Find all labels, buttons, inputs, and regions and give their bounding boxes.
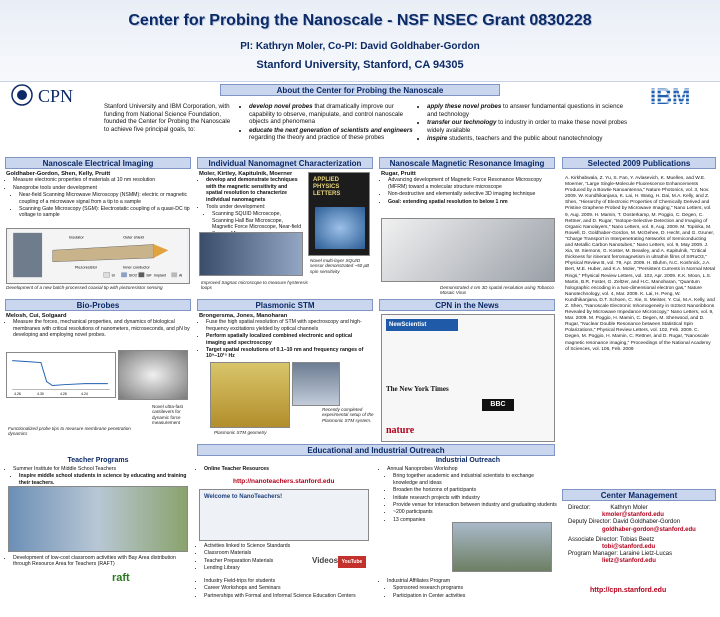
- mri-heading: Nanoscale Magnetic Resonance Imaging: [379, 157, 555, 169]
- list-item: • Sponsored research programs: [393, 585, 558, 591]
- magnetometry-people: Moler, Kirtley, Kapitulnik, Moerner: [199, 171, 293, 177]
- list-item: • Nanoprobe tools under development: [13, 185, 190, 191]
- nanoteachers-screenshot: [199, 489, 369, 541]
- axis-tick-label: 4.30: [37, 392, 44, 397]
- list-item: • Fuse the high spatial resolution of STM with spectroscopy and high-frequency excitations yielded by optical channels: [206, 319, 373, 332]
- list-item: • ~200 participants: [393, 509, 558, 515]
- list-item: • Scanning SQUID Microscope, Scanning Hall Bar Microscope, Magnetic Force Microscope, Near-field: [212, 211, 303, 237]
- list-item: • Measure electronic properties of materials at 10 nm resolution: [13, 177, 190, 183]
- teacher-heading: Teacher Programs: [67, 457, 129, 464]
- plasmonic-geometry-image: [210, 362, 290, 428]
- list-item: • Industry Field-trips for students: [204, 578, 375, 584]
- diagram-label: Insulator: [69, 235, 84, 240]
- pm-email[interactable]: lietz@stanford.edu: [602, 558, 656, 565]
- magnetometry-body: [199, 171, 303, 238]
- plasmonic-caption: Plasmonic STM geometry: [214, 430, 267, 435]
- news-outlet: NewScientist: [386, 319, 458, 331]
- raft-logo: raft: [112, 572, 130, 584]
- plasmonic-heading: Plasmonic STM: [197, 299, 373, 311]
- list-item: • Industrial Affiliates Program: [387, 578, 558, 584]
- publications-text: A. Kirkhabwala, Z. Yu, S. Fan, Y. Avlasevich, K. Muellen, and W.E. Moerner, "Large Single-Molecule Fluorescence Enhancements Produced by a Bowtie Nanoantenna," Nature Photonics, vol. 3, Nov. 2009. W. Kundhikanjana, K. Lai, H. Wang, H. Dai, M.A. Kelly, and Z. Shen, "Hierarchy of Electronic Properties of Chemically Derived and Pristine Graphene Probed by Microwave Imaging," Nano Letters, vol. 9, Aug. 2009. H. Mamin, T. Oosterkamp, M. Poggio, C. Degen, C. Rettner, and D. Rugar, "Isotope-Selective Detection and Imaging of Organic Nanolayers," Nano Letters, vol. 9, Aug. 2009. M. Topinka, M. Rowell, D. Goldhaber-Gordon, M. McGehee, D. Hecht, and G. Gruner, "Charge Transport in Interpenetrating Networks of Semiconducting and Metallic Carbon Nanotubes," Nano Letters, vol. 9, May 2009. J. Xia, W. Siemons, G. Koster, M. Beasley, and A. Kapitulnik, "Critical thickness for itinerant ferromagnetism in ultrathin films of SrRuO3," Physical Review B, vol. 79, Apr. 2009. H. Bluhm, N.C. Koshnick, J.A. Bert, M.E. Huber, and K.A. Moler, "Persistent Currents in Normal Metal Rings," Physical Review Letters, vol. 102, Apr. 2009. K.K. Moon, L.S. Martin, B.R. Foster, G. Zeltzer, and H.C. Manoharan, "Quantum holographic encoding in a two-dimensional electron gas," Nature Nanotechnology, vol. 4, Mar. 2009. K. Lai, H. Peng, W. Kundhikanjana, D.T. Schoen, C. Xie, S. Meister, Y. Cui, M.A. Kelly, and Z. Shen, "Nanoscale Electronic Inhomogeneity in In2Se3 Nanoribbons Revealed by Microwave Impedance Microscopy," Nano Letters, vol. 9, Mar. 2009. M. Poggio, H. Mamin, C. Degen, M. Sherwood, and D. Rugar, "Nuclear Double Resonance between Statistical Spin Polarizations," Physical Review Letters, vol. 102, Feb. 2009. C. Degen, M. Poggio, H. Mamin, C. Rettner, and D. Rugar, "Nanoscale magnetic resonance imaging," Proceedings of the National Academy of Sciences, vol. 106, Feb. 2009: [565, 176, 715, 352]
- about-intro: Stanford University and IBM Corporation, with funding from National Science Foundation, founded the Center for Probing the Nanoscale to achieve five principal goals, to:: [104, 103, 231, 133]
- online-list: [197, 543, 309, 573]
- list-item: • Annual Nanoprobes Workshop: [387, 466, 558, 472]
- principal-investigators: PI: Kathryn Moler, Co-PI: David Goldhaber-Gordon: [240, 41, 480, 52]
- list-item: • Inspire middle school students in science by educating and training their teachers.: [19, 473, 190, 486]
- mri-caption: Demonstrated 4 nm 3D spatial resolution using Tobacco Mosaic Virus: [440, 285, 554, 296]
- bio-people: Melosh, Cui, Solgaard: [6, 313, 67, 319]
- list-item: • 13 companies: [393, 517, 558, 523]
- list-item: • Provide venue for interaction between industry and graduating students: [393, 502, 558, 508]
- university-line: Stanford University, Stanford, CA 94305: [256, 59, 464, 71]
- about-heading: About the Center for Probing the Nanoscale: [220, 84, 500, 96]
- news-collage: [381, 314, 555, 442]
- workshop-photo: [452, 522, 552, 572]
- goal-item: • transfer our technology to industry in order to make these novel probes widely available: [427, 119, 632, 134]
- list-item: • Scanning Gate Microscopy (SGM): Electrostatic coupling of a quasi-DC tip voltage to sample: [19, 206, 190, 219]
- goal-item: • apply these novel probes to answer fundamental questions in science and technology: [427, 103, 632, 118]
- list-item: • Non-destructive and elementally selective 3D imaging technique: [388, 191, 553, 197]
- about-goals-mid: [242, 103, 414, 143]
- poster-header: [0, 0, 720, 82]
- associate-row: [568, 537, 718, 544]
- list-item: • Advancing development of Magnetic Force Resonance Microscopy (MFRM) toward a molecular structure microscope: [388, 177, 553, 190]
- list-item: • Participation in Center activities: [393, 593, 558, 599]
- teacher-body: [6, 466, 190, 487]
- director-name: Kathryn Moler: [610, 505, 648, 511]
- list-item: • Summer Institute for Middle School Teachers: [13, 466, 190, 472]
- plasmonic-setup-image: [292, 362, 340, 406]
- legend-label: SiF: [146, 273, 152, 278]
- deputy-row: [568, 519, 718, 526]
- sem-image: [13, 233, 42, 277]
- apl-journal-cover: [308, 172, 370, 256]
- teachers-photo: [8, 486, 188, 552]
- electrical-people: Goldhaber-Gordon, Shen, Kelly, Pruitt: [6, 171, 111, 177]
- plasmonic-people: Brongersma, Jones, Manoharan: [199, 313, 288, 319]
- director-email[interactable]: kmoler@stanford.edu: [602, 512, 664, 519]
- mri-body: [381, 171, 553, 206]
- associate-name: Tobias Beetz: [619, 536, 655, 543]
- journal-caption: Novel multi-layer SQUID sensor demonstrated ~50 μB spin sensitivity: [310, 258, 370, 274]
- online-list-2: [197, 578, 375, 600]
- list-item: • Perform spatially localized combined electronic and optical imaging and spectroscopy: [206, 333, 373, 346]
- bio-heading: Bio-Probes: [5, 299, 191, 311]
- journal-title: APPLIED PHYSICS LETTERS: [313, 177, 341, 197]
- list-item: • Classroom Materials: [204, 550, 309, 556]
- management-heading: Center Management: [562, 489, 716, 501]
- sagnac-image: [199, 232, 303, 276]
- list-item: • Target spatial resolutions of 0.1–10 nm and frequency ranges of 10⁹–10¹⁵ Hz: [206, 347, 373, 360]
- site-title: Welcome to NanoTeachers!: [204, 494, 283, 500]
- list-item: • Teacher Preparation Materials: [204, 558, 309, 564]
- list-item: • Broaden the horizons of participants: [393, 487, 558, 493]
- affiliates-body: [380, 578, 558, 600]
- legend-label: Al: [179, 273, 183, 278]
- videos-label: Videos: [312, 556, 339, 565]
- list-item: • Initiate research projects with industry: [393, 495, 558, 501]
- mri-people: Rugar, Pruitt: [381, 171, 416, 177]
- goal-item: • educate the next generation of scientists and engineers regarding the theory and practice of these probes: [249, 127, 414, 142]
- ibm-logo-text: IBM: [650, 84, 691, 108]
- news-outlet: nature: [386, 425, 415, 436]
- management-body: [568, 505, 718, 566]
- nanoteachers-link[interactable]: http://nanoteachers.stanford.edu: [233, 478, 335, 485]
- director-row: [568, 505, 718, 512]
- news-heading: CPN in the News: [379, 299, 555, 311]
- cpn-website-link[interactable]: http://cpn.stanford.edu: [590, 587, 667, 594]
- list-item: • Tools under development:: [206, 204, 303, 210]
- associate-email[interactable]: tobi@stanford.edu: [602, 544, 656, 551]
- journal-image: [315, 207, 365, 249]
- coaxial-tip-diagram: [6, 228, 190, 284]
- list-item: • Activities linked to Science Standards: [204, 543, 309, 549]
- list-item: • Bring together academic and industrial scientists to exchange knowledge and ideas: [393, 473, 558, 486]
- goal-item: • inspire students, teachers and the public about nanotechnology: [427, 135, 632, 143]
- cpn-logo-text: CPN: [38, 86, 74, 106]
- list-item: • Measure the forces, mechanical properties, and dynamics of biological membranes with critical resolutions of nanometers, microseconds, and pN by developing and employing novel probes.: [13, 319, 190, 338]
- raft-body: [6, 555, 190, 569]
- list-item: • Goal: extending spatial resolution to below 1 nm: [388, 199, 553, 205]
- plasmonic-body: [199, 313, 373, 361]
- pm-row: [568, 551, 718, 558]
- news-outlet: The New York Times: [386, 385, 449, 393]
- youtube-logo: YouTube: [338, 556, 366, 568]
- director-label: Director:: [568, 505, 591, 511]
- pm-name: Laraine Lietz-Lucas: [619, 551, 673, 558]
- axis-tick-label: 4.26: [14, 392, 21, 397]
- axis-tick-label: 4.24: [81, 392, 88, 397]
- poster-title: Center for Probing the Nanoscale - NSF NSEC Grant 0830228: [128, 12, 592, 29]
- publications-heading: Selected 2009 Publications: [562, 157, 716, 169]
- goal-item: • develop novel probes that dramatically improve our capability to observe, manipulate, and control nanoscale objects and phenomena: [249, 103, 414, 126]
- bio-caption: Functionalized probe tips to measure membrane penetration dynamics: [8, 426, 131, 437]
- list-item: • Development of low-cost classroom activities with Bay Area distribution through Resource Area for Teachers (RAFT): [13, 555, 190, 568]
- news-outlet: BBC: [482, 399, 514, 411]
- ibm-logo: [648, 82, 706, 108]
- electrical-caption: Development of a new batch-processed coaxial tip with piezoresistor sensing: [6, 285, 163, 290]
- magnetometry-caption: Improved Sagnac microscope to measure hysteresis loops: [201, 280, 308, 291]
- list-item: • Partnerships with Formal and Informal Science Education Centers: [204, 593, 375, 599]
- deputy-email[interactable]: goldhaber-gordon@stanford.edu: [602, 526, 696, 533]
- legend-label: SiO2: [128, 273, 137, 278]
- online-body: [197, 466, 375, 473]
- axis-tick-label: 4.28: [60, 392, 67, 397]
- list-item: • Near-field Scanning Microwave Microscopy (NSMM): electric or magnetic coupling of a microwave signal from a tip to a sample: [19, 192, 190, 205]
- diagram-label: Inner conductor: [123, 265, 150, 270]
- industrial-heading: Industrial Outreach: [435, 457, 501, 464]
- bio-side-caption: Novel ultra-fast cantilevers for dynamic force measurement: [152, 404, 183, 426]
- about-goals-right: [420, 103, 632, 144]
- bio-body: [6, 313, 190, 340]
- list-item: • Lending Library: [204, 565, 309, 571]
- plasmonic-side-caption: Recently completed experimental setup of the Plasmonic STM system.: [322, 407, 374, 423]
- list-item: • Career Workshops and Seminars: [204, 585, 375, 591]
- cantilever-image: [118, 350, 188, 400]
- industrial-body: [380, 466, 558, 524]
- deputy-label: Deputy Director:: [568, 519, 612, 526]
- legend-label: Si: [111, 273, 115, 278]
- deputy-name: David Goldhaber-Gordon: [613, 519, 681, 526]
- magnetometry-heading: Individual Nanomagnet Characterization: [197, 157, 373, 169]
- list-item: • Online Teacher Resources: [204, 466, 375, 472]
- associate-label: Associate Director:: [568, 536, 619, 543]
- mri-image: [381, 218, 555, 282]
- legend-label: Implant: [153, 273, 166, 278]
- force-trace-plot: [6, 352, 116, 398]
- electrical-body: [6, 171, 190, 220]
- list-item: • develop and demonstrate techniques with the magnetic sensitivity and spatial resolution to characterize individual nanomagnets: [206, 177, 303, 203]
- diagram-label: Outer shield: [123, 235, 144, 240]
- outreach-heading: Educational and Industrial Outreach: [197, 444, 555, 456]
- diagram-label: Piezoresistor: [74, 265, 98, 270]
- cpn-logo: [10, 81, 90, 109]
- pm-label: Program Manager:: [568, 551, 619, 558]
- electrical-heading: Nanoscale Electrical Imaging: [5, 157, 191, 169]
